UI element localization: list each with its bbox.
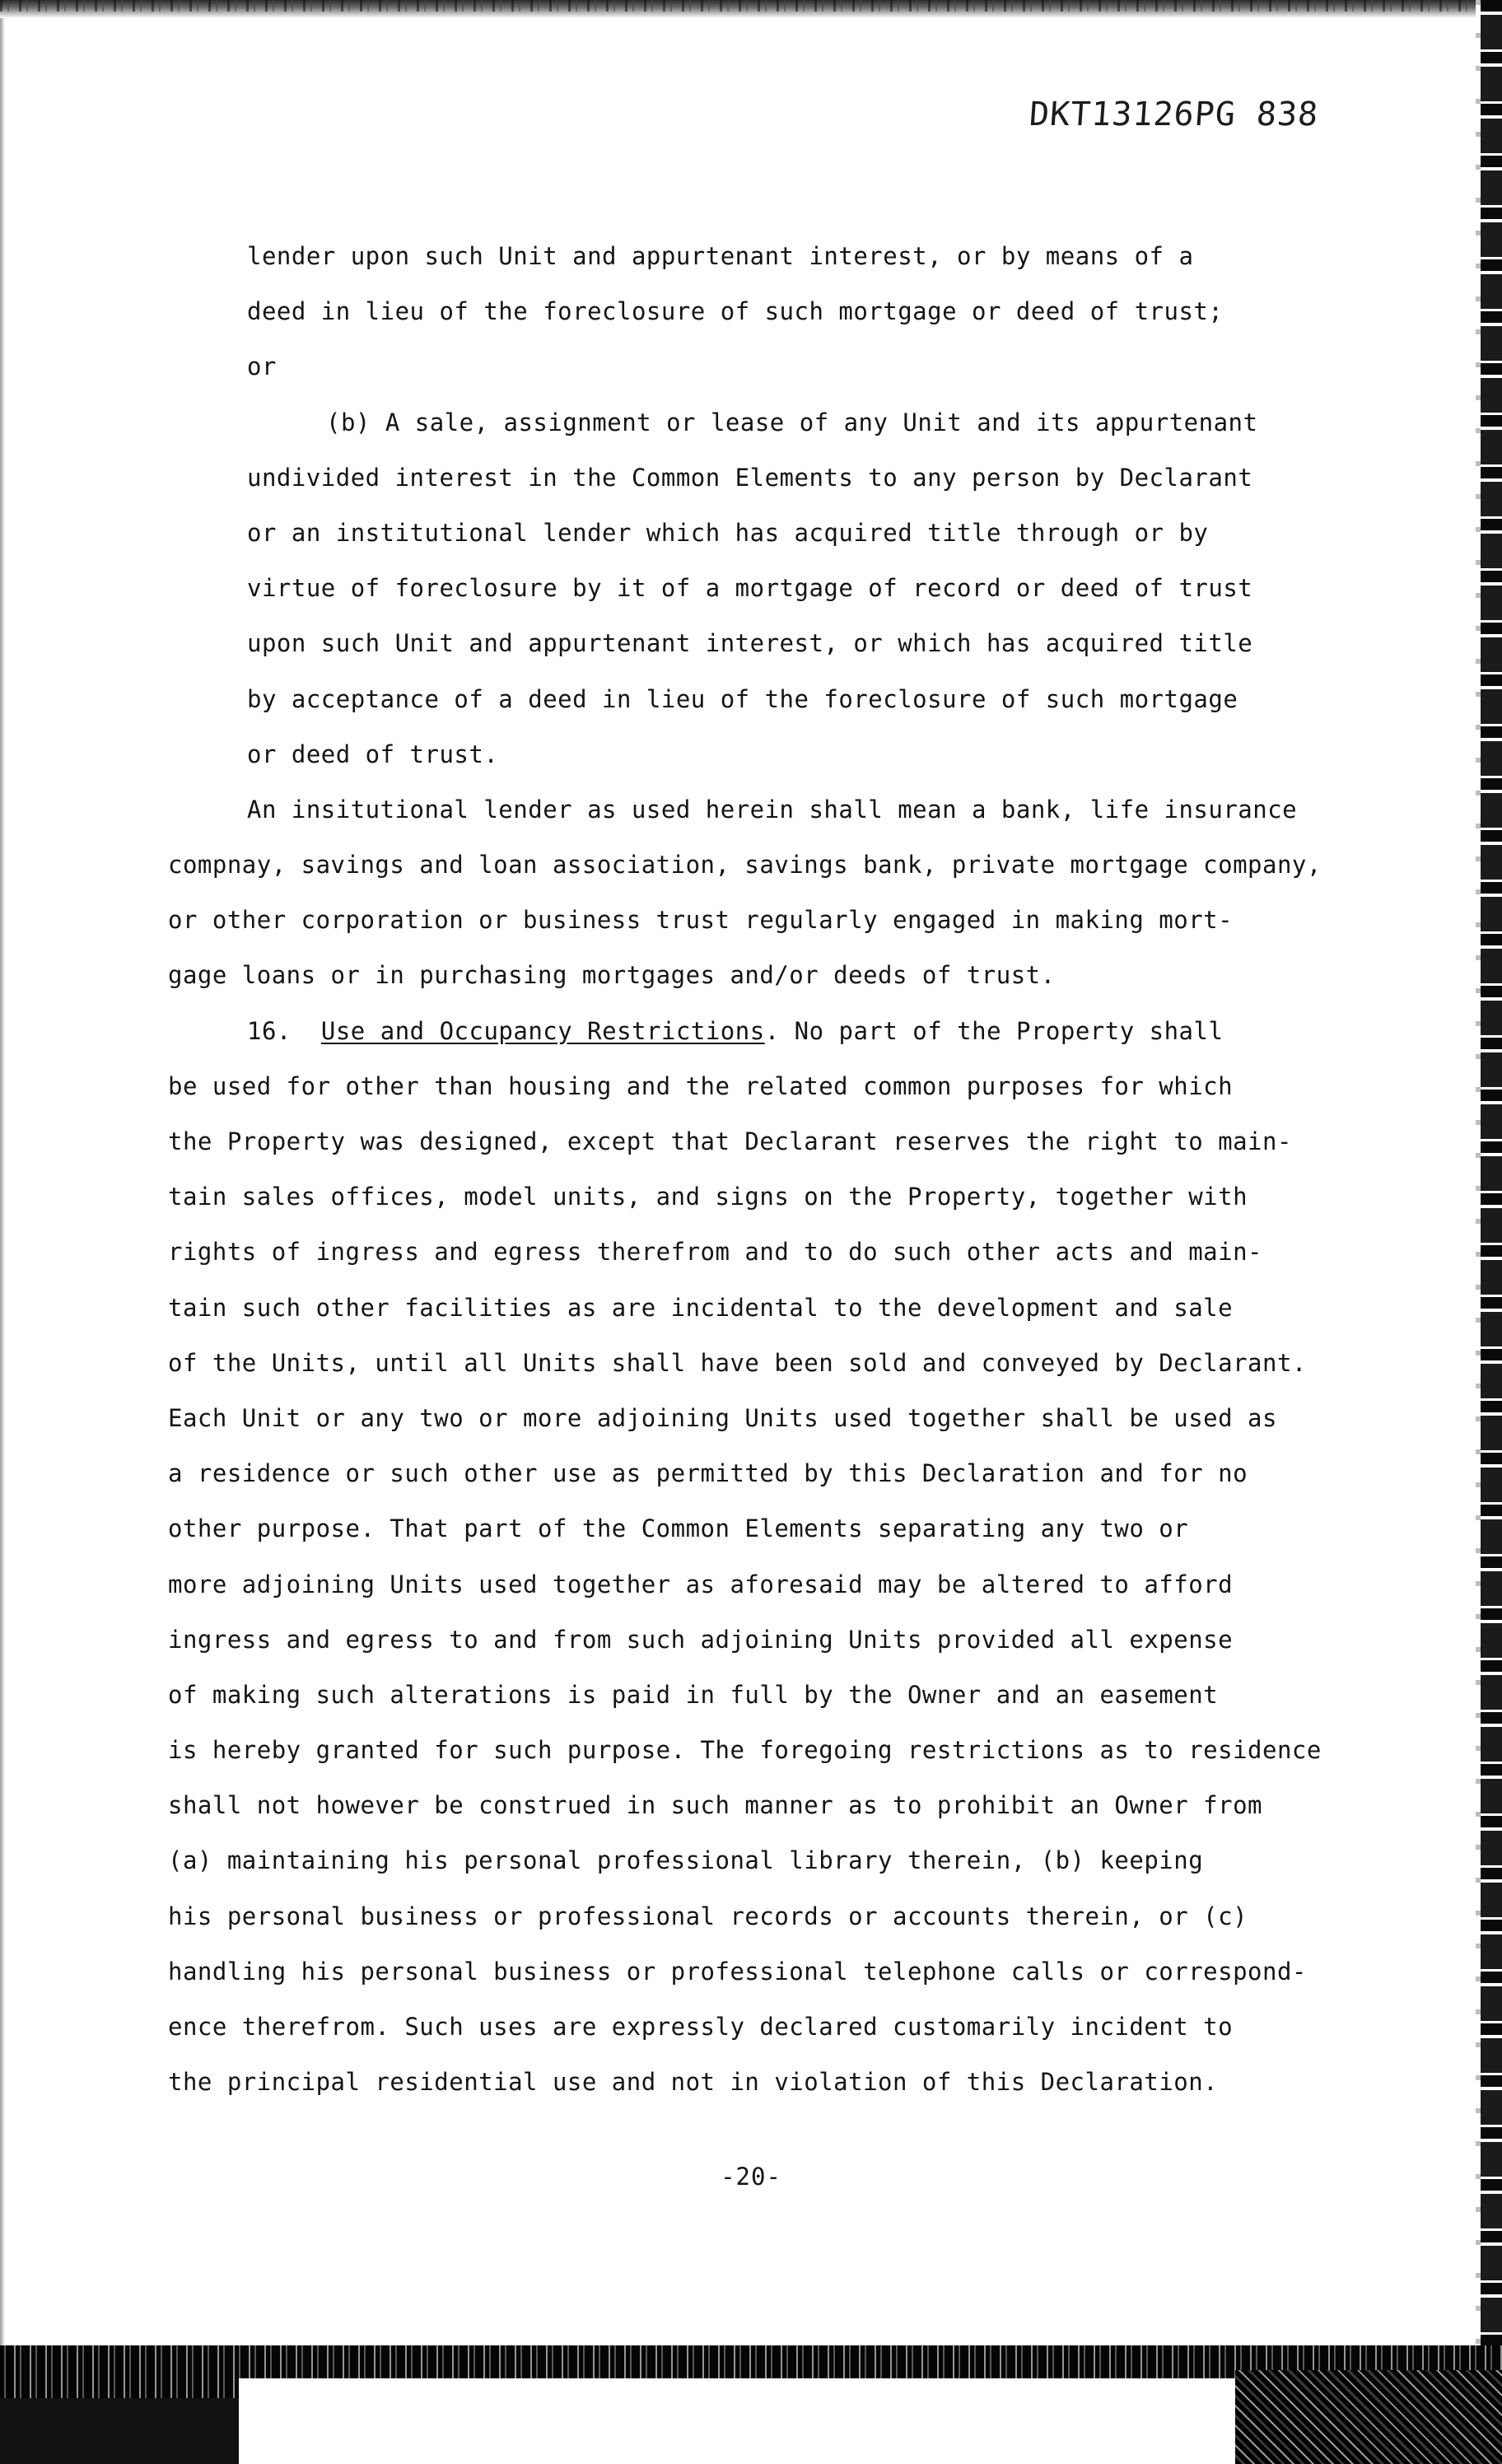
section-number: 16. [247, 1016, 292, 1045]
section-heading-rest: . No part of the Property shall [764, 1016, 1224, 1045]
text-line: gage loans or in purchasing mortgages and/or deeds of trust. [168, 961, 1056, 990]
text-line: tain such other facilities as are incidental to the development and sale [168, 1293, 1234, 1322]
text-line: more adjoining Units used together as aforesaid may be altered to afford [168, 1570, 1234, 1598]
text-line: An insitutional lender as used herein shall mean a bank, life insurance [247, 795, 1298, 824]
text-line: be used for other than housing and the related common purposes for which [168, 1071, 1234, 1100]
text-line: is hereby granted for such purpose. The foregoing restrictions as to residence [168, 1736, 1322, 1765]
text-line: or an institutional lender which has acquired title through or by [247, 518, 1209, 547]
text-line: compnay, savings and loan association, savings bank, private mortgage company, [168, 851, 1322, 880]
text-line: of the Units, until all Units shall have been sold and conveyed by Declarant. [168, 1348, 1307, 1377]
text-line: other purpose. That part of the Common Elements separating any two or [168, 1514, 1189, 1543]
text-line: virtue of foreclosure by it of a mortgage of record or deed of trust [247, 574, 1253, 603]
text-line: deed in lieu of the foreclosure of such mortgage or deed of trust; [247, 297, 1224, 326]
document-body [168, 229, 1416, 2110]
text-line: undivided interest in the Common Elements to any person by Declarant [247, 463, 1253, 492]
section-title: Use and Occupancy Restrictions [320, 1016, 765, 1045]
text-line: ence therefrom. Such uses are expressly declared customarily incident to [168, 2013, 1234, 2041]
text-line: his personal business or professional records or accounts therein, or (c) [168, 1902, 1248, 1930]
text-line: the Property was designed, except that Declarant reserves the right to main- [168, 1127, 1292, 1155]
recording-stamp: DKT13126PG 838 [1028, 96, 1320, 133]
text-line: rights of ingress and egress therefrom and to do such other acts and main- [168, 1238, 1263, 1267]
text-line: upon such Unit and appurtenant interest, or which has acquired title [247, 629, 1253, 658]
text-line: (b) A sale, assignment or lease of any Unit and its appurtenant [326, 408, 1258, 436]
scan-bottom-blank [239, 2378, 1235, 2464]
text-line: of making such alterations is paid in full by the Owner and an easement [168, 1680, 1219, 1709]
scan-noise-bottom-right [1235, 2370, 1502, 2464]
text-line: Each Unit or any two or more adjoining Units used together shall be used as [168, 1403, 1277, 1432]
text-line: by acceptance of a deed in lieu of the foreclosure of such mortgage [247, 684, 1238, 713]
text-line: the principal residential use and not in violation of this Declaration. [168, 2068, 1219, 2097]
text-line: or [247, 352, 277, 381]
text-line: handling his personal business or professional telephone calls or correspond- [168, 1957, 1307, 1986]
text-line: a residence or such other use as permitted by this Declaration and for no [168, 1459, 1248, 1488]
text-line: (a) maintaining his personal professional library therein, (b) keeping [168, 1846, 1204, 1875]
text-line: or other corporation or business trust regularly engaged in making mort- [168, 906, 1234, 935]
scan-edge-right [1481, 0, 1502, 2464]
scan-noise-top [0, 0, 1502, 12]
page-number: -20- [721, 2163, 781, 2191]
text-line: shall not however be construed in such manner as to prohibit an Owner from [168, 1791, 1263, 1820]
scan-edge-left [0, 0, 5, 2464]
text-line: or deed of trust. [247, 740, 499, 768]
section-heading-line [247, 1004, 1416, 1059]
text-line: tain sales offices, model units, and signs on the Property, together with [168, 1183, 1248, 1211]
text-line: ingress and egress to and from such adjoining Units provided all expense [168, 1625, 1234, 1654]
text-line: lender upon such Unit and appurtenant interest, or by means of a [247, 242, 1194, 270]
